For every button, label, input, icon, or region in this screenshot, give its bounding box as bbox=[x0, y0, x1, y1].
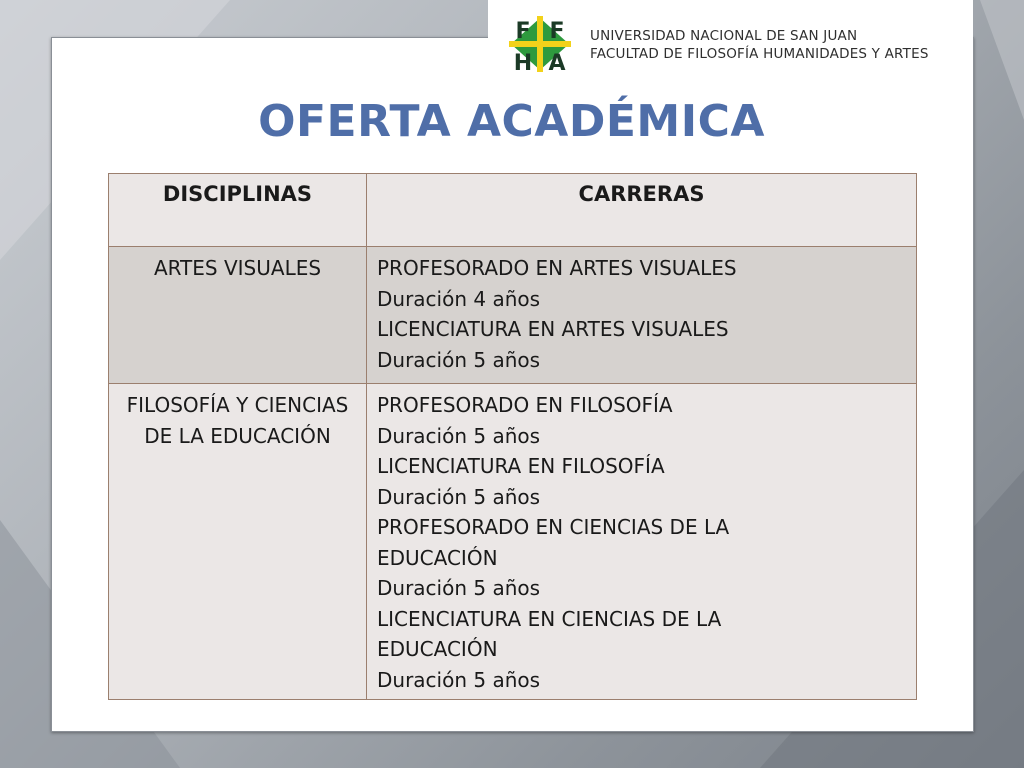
career-line: LICENCIATURA EN CIENCIAS DE LA bbox=[377, 606, 722, 631]
university-name: UNIVERSIDAD NACIONAL DE SAN JUAN bbox=[590, 28, 858, 44]
careers-cell bbox=[367, 384, 917, 700]
logo-letter: A bbox=[548, 51, 566, 74]
table-row bbox=[109, 384, 917, 700]
career-line: PROFESORADO EN FILOSOFÍA bbox=[377, 393, 673, 417]
career-line: PROFESORADO EN CIENCIAS DE LA bbox=[377, 515, 730, 539]
logo-letter: F bbox=[515, 19, 531, 44]
logo-letter: H bbox=[513, 51, 533, 74]
career-line: Duración 5 años bbox=[377, 423, 541, 448]
ffha-logo bbox=[507, 14, 573, 74]
career-line: Duración 5 años bbox=[377, 347, 541, 372]
career-line: Duración 5 años bbox=[377, 484, 541, 509]
career-line: Duración 5 años bbox=[377, 576, 541, 600]
career-line: EDUCACIÓN bbox=[377, 545, 498, 570]
discipline-cell: FILOSOFÍA Y CIENCIAS DE LA EDUCACIÓN bbox=[109, 384, 367, 700]
discipline-cell: ARTES VISUALES bbox=[109, 247, 367, 384]
career-line: LICENCIATURA EN ARTES VISUALES bbox=[377, 317, 729, 341]
table-header-row bbox=[109, 174, 917, 247]
page-title: OFERTA ACADÉMICA bbox=[258, 96, 765, 147]
career-line: LICENCIATURA EN FILOSOFÍA bbox=[377, 454, 665, 478]
career-line: Duración 4 años bbox=[377, 286, 541, 311]
career-line: PROFESORADO EN ARTES VISUALES bbox=[377, 256, 737, 280]
institution-name bbox=[590, 27, 929, 63]
faculty-name: FACULTAD DE FILOSOFÍA HUMANIDADES Y ARTES bbox=[590, 46, 929, 62]
career-line: EDUCACIÓN bbox=[377, 637, 498, 661]
career-line: Duración 5 años bbox=[377, 667, 541, 692]
header-disciplinas: DISCIPLINAS bbox=[109, 174, 367, 247]
header-carreras: CARRERAS bbox=[367, 174, 917, 247]
logo-letter: F bbox=[549, 19, 565, 44]
careers-cell bbox=[367, 247, 917, 384]
academic-offer-table bbox=[108, 173, 917, 700]
table-row bbox=[109, 247, 917, 384]
